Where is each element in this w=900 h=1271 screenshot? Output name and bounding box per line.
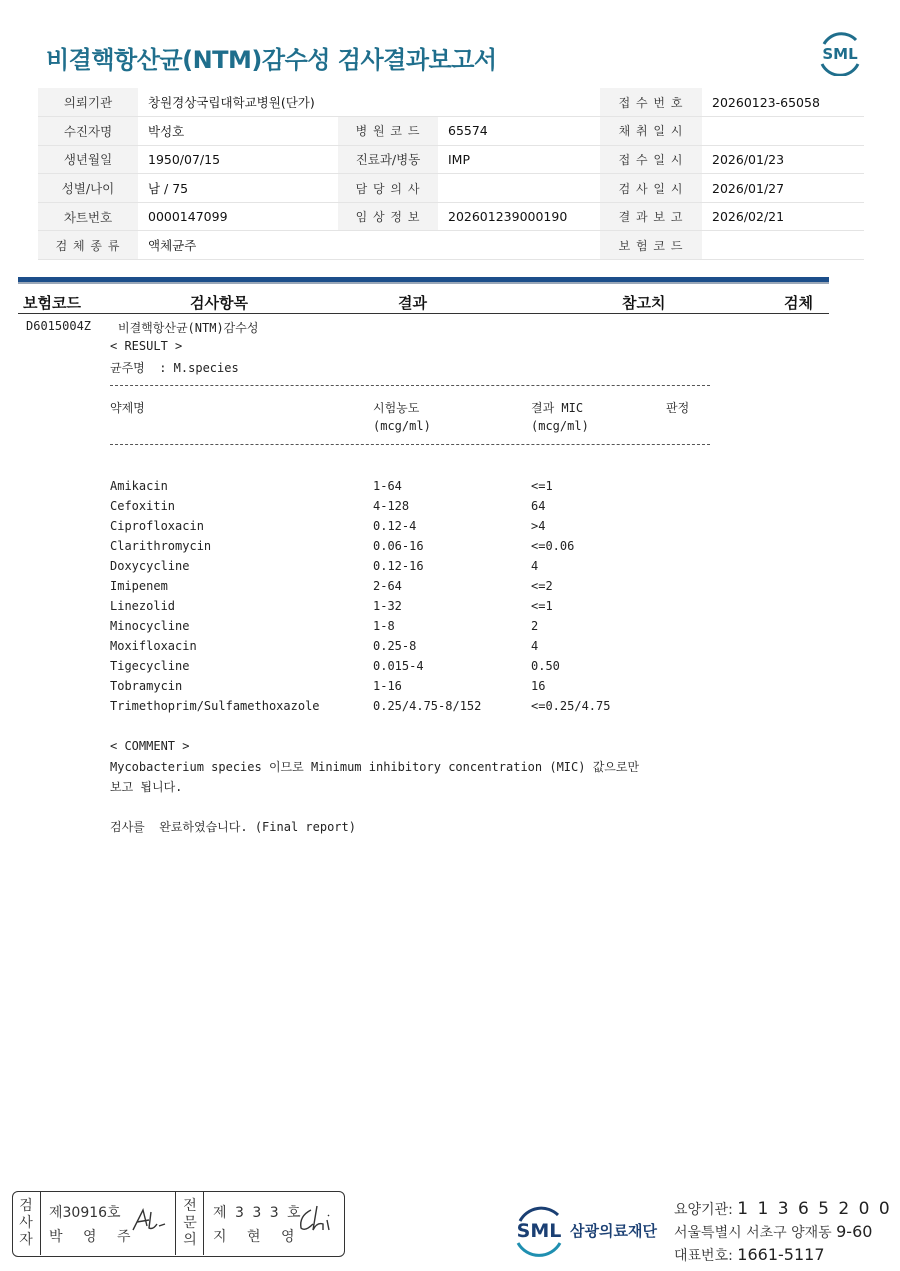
drug-name: Tigecycline [110,659,190,673]
comment-header: < COMMENT > [110,739,190,753]
drug-row [110,619,710,639]
mic-unit-label: (mcg/ml) [531,419,589,433]
drug-test-range: 0.12-16 [373,559,424,573]
receipt-no-label: 접 수 번 호 [600,88,702,117]
doctor-label: 담 당 의 사 [338,174,438,203]
drug-test-range: 1-32 [373,599,402,613]
drug-mic-result: 16 [531,679,546,693]
receipt-date-value: 2026/01/23 [702,145,864,174]
examiner-license-no: 제30916호 [49,1205,121,1221]
final-report-note: 검사를 완료하였습니다. (Final report) [110,820,356,834]
drug-row [110,519,710,539]
column-header-specimen: 검체 [784,294,813,312]
hospital-code-value: 65574 [438,117,600,146]
drug-mic-result: >4 [531,519,546,533]
test-date-label: 검 사 일 시 [600,174,702,203]
collect-date-value [702,117,864,146]
drug-mic-result: <=1 [531,479,553,493]
patient-value: 박성호 [138,117,338,146]
drug-name: Clarithromycin [110,539,212,553]
drug-mic-result: 4 [531,559,539,573]
comment-line: 보고 됩니다. [110,780,183,794]
range-column-label: 시험농도 [373,401,420,415]
drug-row [110,499,710,519]
drug-name: Moxifloxacin [110,639,197,653]
requester-value: 창원경상국립대학교병원(단가) [138,88,600,117]
sex-age-label: 성별/나이 [38,174,138,203]
drug-mic-result: <=0.25/4.75 [531,699,611,713]
drug-row [110,479,710,499]
separator [175,1192,176,1255]
insurance-code: D6015004Z [26,319,92,333]
specialist-signature [295,1202,339,1236]
insurance-code-value [702,231,864,260]
sex-age-value: 남 / 75 [138,174,338,203]
specialist-name: 지 현 영 [213,1229,303,1245]
drug-test-range: 1-8 [373,619,395,633]
institution-label: 요양기관: [674,1202,733,1218]
address [674,1222,872,1242]
dashed-rule [110,385,710,386]
test-date-value: 2026/01/27 [702,174,864,203]
header-rule [18,313,829,314]
drug-test-range: 4-128 [373,499,410,513]
drug-name: Minocycline [110,619,190,633]
chart-value: 0000147099 [138,202,338,231]
chart-label: 차트번호 [38,202,138,231]
examiner-label: 검 사 자 [19,1198,33,1248]
examiner-signature [129,1204,169,1236]
drug-row [110,559,710,579]
drug-mic-result: <=1 [531,599,553,613]
comment-line: Mycobacterium species 이므로 Minimum inhibitory concentration (MIC) 값으로만 [110,760,640,774]
report-date-label: 결 과 보 고 [600,202,702,231]
drug-name: Cefoxitin [110,499,176,513]
receipt-no-value: 20260123-65058 [702,88,864,117]
dept-value: IMP [438,145,600,174]
phone-label: 대표번호: [674,1248,733,1264]
drug-test-range: 1-64 [373,479,402,493]
birth-value: 1950/07/15 [138,145,338,174]
drug-mic-result: 2 [531,619,539,633]
drug-name: Linezolid [110,599,176,613]
sml-foundation-logo [510,1203,568,1257]
examiner-name: 박 영 주 [49,1229,139,1245]
range-unit-label: (mcg/ml) [373,419,431,433]
drug-row [110,699,710,719]
drug-test-range: 1-16 [373,679,402,693]
insurance-code-label: 보 험 코 드 [600,231,702,260]
patient-label: 수진자명 [38,117,138,146]
drug-test-range: 0.015-4 [373,659,424,673]
signature-box [12,1191,345,1257]
page-title: 비결핵항산균(NTM)감수성 검사결과보고서 [46,46,497,74]
drug-name: Amikacin [110,479,168,493]
judgement-column-label: 판정 [666,401,690,415]
collect-date-label: 채 취 일 시 [600,117,702,146]
drug-mic-result: 4 [531,639,539,653]
dept-label: 진료과/병동 [338,145,438,174]
phone-number [674,1245,825,1265]
doctor-value [438,174,600,203]
phone-value: 1661-5117 [737,1245,825,1264]
column-header-result: 결과 [398,294,427,312]
specimen-type-value: 액체균주 [138,231,338,260]
result-header: < RESULT > [110,339,183,353]
test-item-name: 비결핵항산균(NTM)감수성 [118,321,259,335]
birth-label: 생년월일 [38,145,138,174]
column-header-reference: 참고치 [622,294,666,312]
empty-cell [338,231,600,260]
drug-column-label: 약제명 [110,401,145,415]
drug-name: Ciprofloxacin [110,519,204,533]
clinical-label: 임 상 정 보 [338,202,438,231]
drug-test-range: 0.12-4 [373,519,417,533]
drug-mic-result: <=2 [531,579,553,593]
drug-mic-result: 64 [531,499,546,513]
column-header-code: 보험코드 [23,294,81,312]
address-number: 9-60 [836,1222,873,1241]
institution-value: 1 1 3 6 5 2 0 0 [737,1199,892,1219]
drug-name: Trimethoprim/Sulfamethoxazole [110,699,320,713]
dashed-rule [110,444,710,445]
requester-label: 의뢰기관 [38,88,138,117]
svg-text:SML: SML [822,45,858,63]
specialist-license-no: 제 3 3 3 호 [213,1205,303,1221]
drug-row [110,659,710,679]
patient-info-table [38,88,864,260]
specialist-label: 전 문 의 [183,1198,197,1248]
organism-name: 균주명 : M.species [110,361,239,375]
report-date-value: 2026/02/21 [702,202,864,231]
drug-mic-result: 0.50 [531,659,560,673]
drug-test-range: 0.25/4.75-8/152 [373,699,482,713]
drug-test-range: 2-64 [373,579,402,593]
drug-mic-result: <=0.06 [531,539,575,553]
drug-name: Tobramycin [110,679,183,693]
column-header-item: 검사항목 [190,294,248,312]
institution-number [674,1199,892,1219]
hospital-code-label: 병 원 코 드 [338,117,438,146]
receipt-date-label: 접 수 일 시 [600,145,702,174]
mic-column-label: 결과 MIC [531,401,584,415]
drug-row [110,679,710,699]
svg-text:SML: SML [516,1220,562,1242]
drug-name: Doxycycline [110,559,190,573]
drug-row [110,539,710,559]
foundation-name: 삼광의료재단 [570,1222,657,1240]
separator [203,1192,204,1255]
drug-test-range: 0.25-8 [373,639,417,653]
drug-row [110,599,710,619]
clinical-value: 202601239000190 [438,202,600,231]
specimen-type-label: 검 체 종 류 [38,231,138,260]
sml-logo [816,30,864,76]
address-text: 서울특별시 서초구 양재동 [674,1225,832,1241]
separator [40,1192,41,1255]
drug-row [110,639,710,659]
drug-row [110,579,710,599]
section-divider-shadow [18,282,829,284]
drug-name: Imipenem [110,579,168,593]
drug-test-range: 0.06-16 [373,539,424,553]
